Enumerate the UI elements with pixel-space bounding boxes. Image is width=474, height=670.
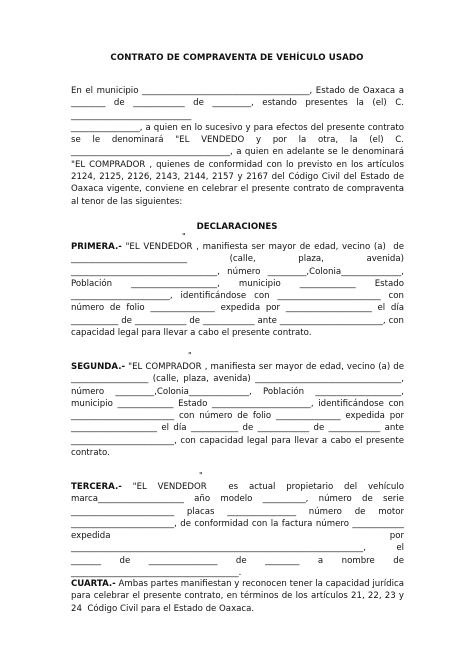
clause-primera-label: PRIMERA.-	[71, 242, 122, 252]
clause-tercera-text: "EL VENDEDOR es actual propietario del vehículo marca____________________ año modelo __________, número de serie ________________________ placas ________________ número de motor ________________________, de conformidad con la factura número ____________ expedida por ____________________________________________________________________, el _______ de ________________ de ________ a nombre de _______________________________________.	[71, 482, 407, 579]
clause-cuarta	[71, 578, 407, 615]
stray-quote-mark: "	[199, 471, 203, 480]
clause-primera-text: "EL VENDEDOR , manifiesta ser mayor de edad, vecino (a) de ___________________________ (calle, plaza, avenida) __________________________________, número _________,Colonia______________, Población ____________________, municipio _____________ Estado _______________________, identificándose con ________________________ con número de folio _______________ expedida por ____________________ el día ___________ de ____________ de ____________ ante ________________________, con capacidad legal para llevar a cabo el presente contrato.	[71, 242, 407, 339]
clause-cuarta-text: Ambas partes manifiestan y reconocen tener la capacidad jurídica para celebrar el presente contrato, en términos de los artículos 21, 22, 23 y 24 Código Civil para el Estado de Oaxaca.	[71, 579, 407, 614]
stray-quote-mark: "	[188, 351, 192, 360]
clause-cuarta-label: CUARTA.-	[71, 579, 116, 589]
clause-segunda-label: SEGUNDA.-	[71, 362, 126, 372]
contract-title: CONTRATO DE COMPRAVENTA DE VEHÍCULO USADO	[110, 53, 364, 63]
clause-tercera-label: TERCERA.-	[71, 482, 122, 492]
clause-segunda-text: "EL COMPRADOR , manifiesta ser mayor de edad, vecino (a) de __________________ (calle, plaza, avenida) __________________________________, número _________,Colonia______________, Población ____________________, municipio _____________ Estado _______________________, identificándose con ________________________ con número de folio _______________ expedida por ____________________ el día ___________ de ____________ de ____________ ante ________________________, con capacidad legal para llevar a cabo el presente contrato.	[71, 362, 407, 459]
stray-quote-mark: "	[182, 232, 186, 241]
clause-segunda	[71, 361, 407, 459]
intro-paragraph: En el municipio _______________________________________, Estado de Oaxaca a ________ de ____________ de _________, estando presentes la (el) C. ____________________________ ________________, a quien en lo sucesivo y para efectos del presente contrato se le denominará "EL VENDEDO y por la otra, la (el) C. _____________________________________, a quien en adelante se le denominará "EL COMPRADOR , quienes de conformidad con lo previsto en los artículos 2124, 2125, 2126, 2143, 2144, 2157 y 2167 del Código Civil del Estado de Oaxaca vigente, conviene en celebrar el presente contrato de compraventa al tenor de las siguientes:	[71, 86, 404, 207]
clause-tercera	[71, 481, 407, 579]
clause-primera	[71, 241, 407, 339]
declaraciones-heading: DECLARACIONES	[196, 222, 278, 232]
